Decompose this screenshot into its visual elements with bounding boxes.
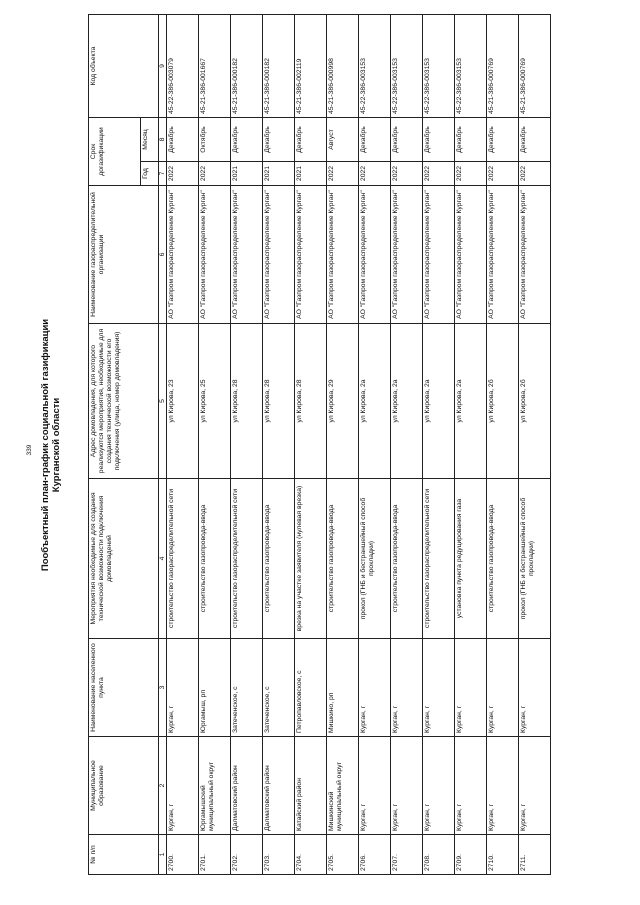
cell-measures: строительство газопровода-ввода bbox=[487, 479, 519, 639]
cell-year: 2022 bbox=[455, 162, 487, 186]
cell-municipality: Курган, г bbox=[423, 737, 455, 835]
cell-object-code: 45-22-386-003153 bbox=[391, 15, 423, 118]
header-row bbox=[89, 15, 141, 875]
cell-measures: строительство газопровода-ввода bbox=[327, 479, 359, 639]
cell-municipality: Курган, г bbox=[519, 737, 551, 835]
header-address: Адрес домовладения, для которого реализуются мероприятия, необходимые для создания технической возможности его подключения (улица, номер домовладения) bbox=[89, 324, 159, 479]
cell-measures: строительство газораспределительной сети bbox=[423, 479, 455, 639]
header-municipality: Муниципальное образование bbox=[89, 737, 159, 835]
cell-year: 2022 bbox=[391, 162, 423, 186]
cell-measures: строительство газопровода-ввода bbox=[263, 479, 295, 639]
cell-num: 2706. bbox=[359, 835, 391, 875]
gasification-table bbox=[88, 14, 551, 875]
cell-num: 2700. bbox=[167, 835, 199, 875]
header-num: № п/п bbox=[89, 835, 159, 875]
cell-municipality: Далматовский район bbox=[231, 737, 263, 835]
cell-settlement: Петропавловское, с bbox=[295, 639, 327, 737]
cell-num: 2703. bbox=[263, 835, 295, 875]
cell-settlement: Затеченское, с bbox=[231, 639, 263, 737]
cell-municipality: Юргамышский муниципальный округ bbox=[199, 737, 231, 835]
cell-year: 2022 bbox=[327, 162, 359, 186]
cell-settlement: Курган, г bbox=[455, 639, 487, 737]
column-number: 1 bbox=[159, 835, 167, 875]
cell-year: 2022 bbox=[359, 162, 391, 186]
cell-address: ул Кирова, 25 bbox=[199, 324, 231, 479]
cell-address: ул Кирова, 29 bbox=[327, 324, 359, 479]
cell-num: 2701. bbox=[199, 835, 231, 875]
table-row bbox=[295, 15, 327, 875]
cell-municipality: Курган, г bbox=[487, 737, 519, 835]
cell-measures: прокол (ГНБ и бестраншейный способ прокладки) bbox=[519, 479, 551, 639]
cell-num: 2704. bbox=[295, 835, 327, 875]
cell-num: 2707. bbox=[391, 835, 423, 875]
cell-settlement: Мишкино, рп bbox=[327, 639, 359, 737]
cell-month: Декабрь bbox=[231, 118, 263, 162]
cell-organization: АО "Газпром газораспределение Курган" bbox=[231, 186, 263, 324]
cell-organization: АО "Газпром газораспределение Курган" bbox=[263, 186, 295, 324]
cell-address: ул Кирова, 2а bbox=[423, 324, 455, 479]
column-number: 9 bbox=[159, 15, 167, 118]
cell-month: Декабрь bbox=[455, 118, 487, 162]
cell-settlement: Курган, г bbox=[167, 639, 199, 737]
cell-settlement: Курган, г bbox=[423, 639, 455, 737]
cell-organization: АО "Газпром газораспределение Курган" bbox=[327, 186, 359, 324]
header-object-code: Код объекта bbox=[89, 15, 159, 118]
cell-num: 2702. bbox=[231, 835, 263, 875]
cell-month: Декабрь bbox=[391, 118, 423, 162]
cell-num: 2711. bbox=[519, 835, 551, 875]
cell-object-code: 45-22-386-003153 bbox=[455, 15, 487, 118]
cell-settlement: Затеченское, с bbox=[263, 639, 295, 737]
table-row bbox=[423, 15, 455, 875]
cell-address: ул Кирова, 2а bbox=[455, 324, 487, 479]
column-number: 7 bbox=[159, 162, 167, 186]
column-number: 5 bbox=[159, 324, 167, 479]
cell-municipality: Курган, г bbox=[391, 737, 423, 835]
cell-organization: АО "Газпром газораспределение Курган" bbox=[359, 186, 391, 324]
cell-month: Декабрь bbox=[263, 118, 295, 162]
table-row bbox=[327, 15, 359, 875]
table-row bbox=[391, 15, 423, 875]
cell-month: Октябрь bbox=[199, 118, 231, 162]
cell-settlement: Юргамыш, рп bbox=[199, 639, 231, 737]
header-organization: Наименование газораспределительной организации bbox=[89, 186, 159, 324]
column-number: 6 bbox=[159, 186, 167, 324]
cell-organization: АО "Газпром газораспределение Курган" bbox=[455, 186, 487, 324]
cell-address: ул Кирова, 2а bbox=[391, 324, 423, 479]
gasification-table-wrap bbox=[88, 15, 551, 875]
cell-year: 2021 bbox=[295, 162, 327, 186]
cell-measures: строительство газопровода-ввода bbox=[199, 479, 231, 639]
cell-year: 2021 bbox=[231, 162, 263, 186]
cell-year: 2022 bbox=[519, 162, 551, 186]
cell-year: 2022 bbox=[167, 162, 199, 186]
cell-object-code: 45-21-386-000182 bbox=[231, 15, 263, 118]
table-row bbox=[455, 15, 487, 875]
cell-month: Декабрь bbox=[487, 118, 519, 162]
cell-month: Декабрь bbox=[295, 118, 327, 162]
cell-settlement: Курган, г bbox=[359, 639, 391, 737]
column-number: 4 bbox=[159, 479, 167, 639]
column-number: 2 bbox=[159, 737, 167, 835]
cell-year: 2022 bbox=[487, 162, 519, 186]
cell-municipality: Курган, г bbox=[167, 737, 199, 835]
cell-organization: АО "Газпром газораспределение Курган" bbox=[519, 186, 551, 324]
cell-month: Август bbox=[327, 118, 359, 162]
cell-object-code: 45-21-386-000769 bbox=[487, 15, 519, 118]
cell-municipality: Мишкинский муниципальный округ bbox=[327, 737, 359, 835]
table-row bbox=[487, 15, 519, 875]
cell-measures: прокол (ГНБ и бестраншейный способ прокладки) bbox=[359, 479, 391, 639]
cell-measures: врезка на участке заявителя (нулевая врезка) bbox=[295, 479, 327, 639]
cell-measures: строительство газораспределительной сети bbox=[167, 479, 199, 639]
header-settlement: Наименование населенного пункта bbox=[89, 639, 159, 737]
cell-num: 2708. bbox=[423, 835, 455, 875]
cell-address: ул Кирова, 28 bbox=[231, 324, 263, 479]
page-number: 339 bbox=[26, 444, 33, 456]
column-number: 8 bbox=[159, 118, 167, 162]
table-row bbox=[359, 15, 391, 875]
cell-organization: АО "Газпром газораспределение Курган" bbox=[167, 186, 199, 324]
cell-year: 2022 bbox=[423, 162, 455, 186]
header-measures: Мероприятия необходимые для создания технической возможности подключения домовладений bbox=[89, 479, 159, 639]
cell-object-code: 45-21-386-000998 bbox=[327, 15, 359, 118]
cell-municipality: Курган, г bbox=[359, 737, 391, 835]
cell-object-code: 45-21-386-002119 bbox=[295, 15, 327, 118]
cell-year: 2021 bbox=[263, 162, 295, 186]
table-row bbox=[231, 15, 263, 875]
cell-month: Декабрь bbox=[423, 118, 455, 162]
column-number-row bbox=[159, 15, 167, 875]
table-row bbox=[519, 15, 551, 875]
header-deadline: Срок догазификации bbox=[89, 118, 141, 186]
header-month: Месяц bbox=[141, 118, 159, 162]
cell-num: 2705. bbox=[327, 835, 359, 875]
table-row bbox=[199, 15, 231, 875]
cell-organization: АО "Газпром газораспределение Курган" bbox=[487, 186, 519, 324]
cell-address: ул Кирова, 23 bbox=[167, 324, 199, 479]
cell-address: ул Кирова, 28 bbox=[263, 324, 295, 479]
cell-municipality: Курган, г bbox=[455, 737, 487, 835]
table-row bbox=[263, 15, 295, 875]
cell-address: ул Кирова, 2а bbox=[359, 324, 391, 479]
cell-measures: строительство газопровода-ввода bbox=[391, 479, 423, 639]
cell-organization: АО "Газпром газораспределение Курган" bbox=[199, 186, 231, 324]
table-body bbox=[167, 15, 551, 875]
cell-month: Декабрь bbox=[519, 118, 551, 162]
cell-organization: АО "Газпром газораспределение Курган" bbox=[391, 186, 423, 324]
cell-settlement: Курган, г bbox=[391, 639, 423, 737]
cell-settlement: Курган, г bbox=[487, 639, 519, 737]
cell-month: Декабрь bbox=[359, 118, 391, 162]
cell-municipality: Далматовский район bbox=[263, 737, 295, 835]
cell-organization: АО "Газпром газораспределение Курган" bbox=[295, 186, 327, 324]
cell-year: 2022 bbox=[199, 162, 231, 186]
cell-address: ул Кирова, 28 bbox=[295, 324, 327, 479]
header-year: Год bbox=[141, 162, 159, 186]
cell-settlement: Курган, г bbox=[519, 639, 551, 737]
document-title bbox=[40, 235, 62, 655]
cell-address: ул Кирова, 2б bbox=[519, 324, 551, 479]
title-line-1: Пообъектный план-график социальной газификации bbox=[40, 318, 51, 572]
title-line-2: Курганской области bbox=[51, 397, 62, 493]
cell-measures: строительство газораспределительной сети bbox=[231, 479, 263, 639]
cell-object-code: 45-22-386-003079 bbox=[167, 15, 199, 118]
cell-object-code: 45-21-386-000769 bbox=[519, 15, 551, 118]
cell-num: 2709. bbox=[455, 835, 487, 875]
cell-organization: АО "Газпром газораспределение Курган" bbox=[423, 186, 455, 324]
cell-municipality: Катайский район bbox=[295, 737, 327, 835]
cell-object-code: 45-21-386-001667 bbox=[199, 15, 231, 118]
cell-month: Декабрь bbox=[167, 118, 199, 162]
cell-address: ул Кирова, 2б bbox=[487, 324, 519, 479]
cell-object-code: 45-22-386-003153 bbox=[423, 15, 455, 118]
table-row bbox=[167, 15, 199, 875]
cell-measures: установка пункта редуцирования газа bbox=[455, 479, 487, 639]
cell-object-code: 45-21-386-000182 bbox=[263, 15, 295, 118]
cell-object-code: 45-22-386-003153 bbox=[359, 15, 391, 118]
cell-num: 2710. bbox=[487, 835, 519, 875]
column-number: 3 bbox=[159, 639, 167, 737]
